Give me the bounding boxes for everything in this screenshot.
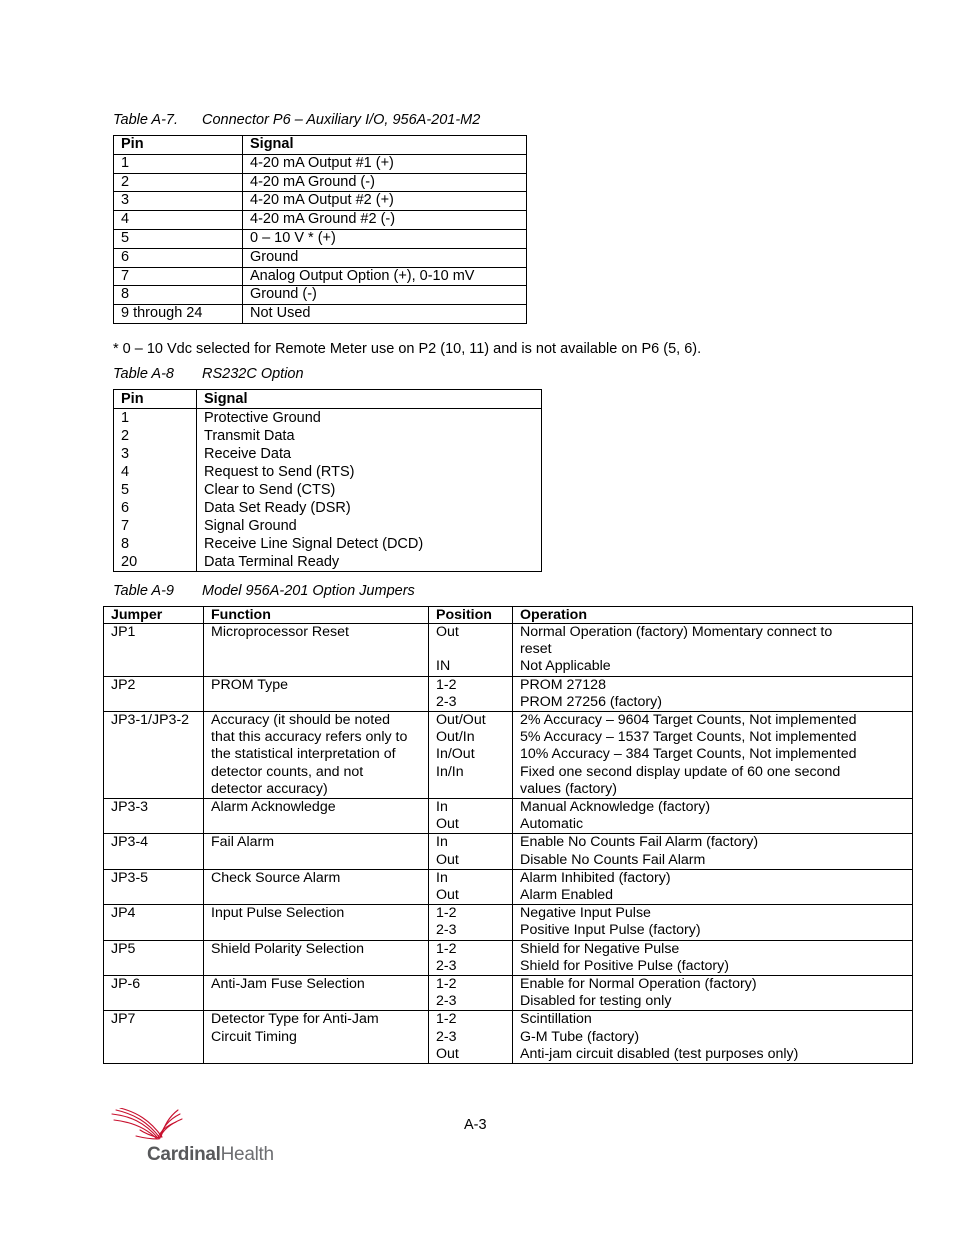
table-a9-caption-title: Model 956A-201 Option Jumpers	[202, 583, 415, 599]
signal-cell: 4-20 mA Ground #2 (-)	[243, 211, 527, 230]
operation-line: 2% Accuracy – 9604 Target Counts, Not implemented	[520, 712, 857, 729]
table-row	[104, 869, 913, 904]
table-a7-caption-title: Connector P6 – Auxiliary I/O, 956A-201-M2	[202, 112, 481, 128]
position-cell	[429, 676, 513, 711]
pin-cell: 2	[114, 427, 197, 445]
table-a7-caption-label: Table A-7.	[113, 112, 179, 128]
pin-cell: 20	[114, 553, 197, 572]
pin-cell: 3	[114, 445, 197, 463]
position-line: In	[436, 834, 448, 851]
signal-cell: 4-20 mA Ground (-)	[243, 173, 527, 192]
operation-line: Scintillation	[520, 1011, 592, 1028]
table-a9	[103, 606, 913, 1064]
jumper-cell: JP5	[104, 940, 204, 975]
function-line: detector accuracy)	[211, 780, 328, 797]
function-line: the statistical interpretation of	[211, 746, 396, 763]
position-line: Out	[436, 624, 459, 640]
pin-cell: 5	[114, 481, 197, 499]
table-row	[104, 976, 913, 1011]
function-line: that this accuracy refers only to	[211, 729, 408, 746]
operation-cell	[513, 940, 913, 975]
operation-line: Disable No Counts Fail Alarm	[520, 851, 706, 868]
position-cell	[429, 1011, 513, 1064]
position-line: 2-3	[436, 693, 457, 710]
position-line: In/Out	[436, 746, 475, 763]
signal-cell: Transmit Data	[204, 428, 295, 444]
table-a9-body	[104, 624, 913, 1064]
table-a9-header-row	[104, 607, 913, 624]
signal-cell: Request to Send (RTS)	[204, 464, 355, 480]
position-cell	[429, 905, 513, 940]
function-line: Alarm Acknowledge	[211, 799, 336, 816]
column-header: Jumper	[104, 607, 204, 624]
table-row	[114, 229, 527, 248]
function-line: Circuit Timing	[211, 1028, 297, 1045]
table-row	[104, 712, 913, 799]
pin-cell: 4	[114, 211, 243, 230]
function-cell	[204, 905, 429, 940]
cardinal-health-logo-text	[147, 1144, 274, 1166]
table-a7-header-row	[114, 136, 527, 155]
table-a9-caption-label: Table A-9	[113, 583, 174, 599]
table-row	[114, 286, 527, 305]
jumper-cell: JP2	[104, 676, 204, 711]
operation-line: Automatic	[520, 816, 584, 833]
position-line: 1-2	[436, 1011, 457, 1028]
pin-cell: 6	[114, 248, 243, 267]
operation-line: Enable for Normal Operation (factory)	[520, 976, 757, 993]
table-row	[114, 535, 542, 553]
operation-line: Alarm Inhibited (factory)	[520, 869, 671, 886]
signal-cell: Ground	[243, 248, 527, 267]
operation-cell	[513, 799, 913, 834]
position-cell	[429, 940, 513, 975]
signal-cell: 4-20 mA Output #2 (+)	[243, 192, 527, 211]
position-line: 2-3	[436, 957, 457, 974]
table-row	[114, 192, 527, 211]
operation-line: Normal Operation (factory) Momentary connect to	[520, 624, 833, 640]
position-line	[436, 641, 512, 658]
function-line: Anti-Jam Fuse Selection	[211, 976, 365, 993]
position-cell	[429, 834, 513, 869]
jumper-cell: JP3-3	[104, 799, 204, 834]
logo-word-cardinal: Cardinal	[147, 1144, 221, 1165]
column-header: Function	[204, 607, 429, 624]
footnote: * 0 – 10 Vdc selected for Remote Meter use on P2 (10, 11) and is not available on P6 (5, 6).	[113, 341, 702, 357]
position-line: Out	[436, 816, 459, 833]
position-line: Out	[436, 851, 459, 868]
function-cell	[204, 712, 429, 799]
table-a8-caption-label: Table A-8	[113, 366, 174, 382]
operation-line: PROM 27128	[520, 676, 606, 693]
operation-line: values (factory)	[520, 780, 617, 797]
function-cell	[204, 676, 429, 711]
pin-cell: 8	[114, 535, 197, 553]
signal-cell: 4-20 mA Output #1 (+)	[243, 154, 527, 173]
signal-cell: 0 – 10 V * (+)	[243, 229, 527, 248]
pin-cell: 8	[114, 286, 243, 305]
pin-cell: 3	[114, 192, 243, 211]
column-header: Signal	[197, 390, 542, 409]
jumper-cell: JP4	[104, 905, 204, 940]
table-row	[104, 676, 913, 711]
table-row	[114, 553, 542, 572]
operation-line: Positive Input Pulse (factory)	[520, 922, 701, 939]
function-line: detector counts, and not	[211, 763, 364, 780]
operation-line: G-M Tube (factory)	[520, 1028, 640, 1045]
function-line: Shield Polarity Selection	[211, 940, 364, 957]
function-cell	[204, 976, 429, 1011]
column-header: Pin	[114, 136, 243, 155]
function-line: Accuracy (it should be noted	[211, 712, 391, 729]
position-line: Out	[436, 1045, 459, 1062]
pin-cell: 1	[114, 154, 243, 173]
table-a8-body	[114, 409, 542, 572]
pin-cell: 7	[114, 267, 243, 286]
operation-line: Negative Input Pulse	[520, 905, 651, 922]
signal-cell: Data Set Ready (DSR)	[204, 500, 351, 516]
jumper-cell: JP3-4	[104, 834, 204, 869]
function-line: Fail Alarm	[211, 834, 275, 851]
signal-cell: Ground (-)	[243, 286, 527, 305]
operation-line: Alarm Enabled	[520, 887, 614, 904]
table-row	[104, 905, 913, 940]
operation-line: Shield for Positive Pulse (factory)	[520, 957, 729, 974]
operation-line: Fixed one second display update of 60 one second	[520, 763, 841, 780]
position-line: 1-2	[436, 676, 457, 693]
table-row	[114, 481, 542, 499]
position-cell	[429, 624, 513, 677]
table-row	[114, 445, 542, 463]
pin-cell: 6	[114, 499, 197, 517]
function-cell	[204, 624, 429, 677]
function-cell	[204, 869, 429, 904]
function-line: Microprocessor Reset	[211, 624, 349, 640]
position-line: In/In	[436, 763, 464, 780]
operation-line: PROM 27256 (factory)	[520, 693, 662, 710]
position-cell	[429, 712, 513, 799]
operation-line: 10% Accuracy – 384 Target Counts, Not implemented	[520, 746, 857, 763]
position-line: IN	[436, 658, 451, 675]
table-row	[114, 305, 527, 324]
operation-cell	[513, 976, 913, 1011]
table-a8-header-row	[114, 390, 542, 409]
table-row	[114, 154, 527, 173]
jumper-cell: JP-6	[104, 976, 204, 1011]
signal-cell: Signal Ground	[204, 518, 297, 534]
function-cell	[204, 799, 429, 834]
position-cell	[429, 976, 513, 1011]
table-row	[114, 248, 527, 267]
operation-cell	[513, 834, 913, 869]
pin-cell: 2	[114, 173, 243, 192]
operation-cell	[513, 905, 913, 940]
function-line: Input Pulse Selection	[211, 905, 345, 922]
pin-cell: 1	[114, 409, 197, 428]
position-line: 1-2	[436, 940, 457, 957]
table-row	[104, 624, 913, 677]
page-number: A-3	[464, 1117, 487, 1133]
position-line: In	[436, 869, 448, 886]
position-line: Out	[436, 887, 459, 904]
operation-cell	[513, 624, 913, 677]
table-row	[104, 1011, 913, 1064]
column-header: Position	[429, 607, 513, 624]
operation-cell	[513, 869, 913, 904]
table-row	[104, 799, 913, 834]
position-line: 1-2	[436, 976, 457, 993]
signal-cell: Protective Ground	[204, 410, 321, 426]
column-header: Signal	[243, 136, 527, 155]
column-header: Pin	[114, 390, 197, 409]
function-cell	[204, 1011, 429, 1064]
signal-cell: Data Terminal Ready	[204, 554, 340, 570]
table-row	[114, 463, 542, 481]
pin-cell: 7	[114, 517, 197, 535]
position-cell	[429, 869, 513, 904]
position-line: 2-3	[436, 1028, 457, 1045]
operation-line: Manual Acknowledge (factory)	[520, 799, 711, 816]
signal-cell: Receive Data	[204, 446, 292, 462]
table-row	[104, 834, 913, 869]
table-a9-caption	[113, 583, 415, 599]
position-cell	[429, 799, 513, 834]
function-line: PROM Type	[211, 676, 289, 693]
table-row	[114, 267, 527, 286]
table-row	[114, 499, 542, 517]
table-row	[104, 940, 913, 975]
table-a7-caption	[113, 112, 480, 128]
table-a7	[113, 135, 527, 324]
function-line: Detector Type for Anti-Jam	[211, 1011, 379, 1028]
signal-cell: Analog Output Option (+), 0-10 mV	[243, 267, 527, 286]
table-row	[114, 427, 542, 445]
pin-cell: 9 through 24	[114, 305, 243, 324]
table-row	[114, 211, 527, 230]
table-row	[114, 173, 527, 192]
signal-cell: Not Used	[243, 305, 527, 324]
operation-cell	[513, 712, 913, 799]
signal-cell: Receive Line Signal Detect (DCD)	[204, 536, 424, 552]
operation-line: Shield for Negative Pulse	[520, 940, 680, 957]
column-header: Operation	[513, 607, 913, 624]
position-line: 2-3	[436, 993, 457, 1010]
logo-word-health: Health	[220, 1144, 274, 1165]
jumper-cell: JP7	[104, 1011, 204, 1064]
position-line: Out/Out	[436, 712, 486, 729]
table-row	[114, 409, 542, 428]
table-row	[114, 517, 542, 535]
pin-cell: 4	[114, 463, 197, 481]
function-cell	[204, 940, 429, 975]
table-a8	[113, 389, 542, 572]
table-a8-caption	[113, 366, 304, 382]
operation-line: Disabled for testing only	[520, 993, 672, 1010]
operation-line: Anti-jam circuit disabled (test purposes only)	[520, 1045, 799, 1062]
operation-line: Not Applicable	[520, 658, 611, 675]
position-line: In	[436, 799, 448, 816]
table-a8-caption-title: RS232C Option	[202, 366, 304, 382]
jumper-cell: JP3-5	[104, 869, 204, 904]
position-line: 2-3	[436, 922, 457, 939]
operation-line: 5% Accuracy – 1537 Target Counts, Not implemented	[520, 729, 857, 746]
jumper-cell: JP3-1/JP3-2	[104, 712, 204, 799]
table-a7-body	[114, 154, 527, 323]
position-line: Out/In	[436, 729, 475, 746]
operation-cell	[513, 1011, 913, 1064]
operation-line: Enable No Counts Fail Alarm (factory)	[520, 834, 759, 851]
function-cell	[204, 834, 429, 869]
operation-cell	[513, 676, 913, 711]
function-line: Check Source Alarm	[211, 869, 341, 886]
signal-cell: Clear to Send (CTS)	[204, 482, 336, 498]
pin-cell: 5	[114, 229, 243, 248]
jumper-cell: JP1	[104, 624, 204, 677]
position-line: 1-2	[436, 905, 457, 922]
operation-line: reset	[520, 641, 552, 658]
